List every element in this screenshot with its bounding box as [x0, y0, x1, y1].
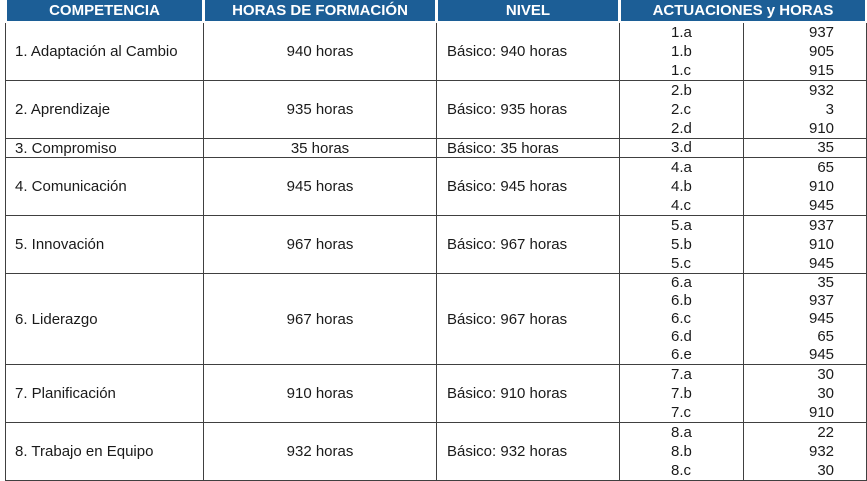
nivel-cell: Básico: 932 horas: [437, 423, 620, 481]
table-row: [6, 423, 867, 481]
actuacion-code: 2.b: [671, 82, 692, 99]
actuacion-hours: 932: [808, 443, 835, 460]
competencia-cell: 7. Planificación: [6, 365, 204, 423]
header-horas-formacion: HORAS DE FORMACIÓN: [204, 0, 437, 22]
horas-cell: 932 horas: [204, 423, 437, 481]
actuacion-code: 7.b: [671, 385, 692, 402]
horas-cell: 910 horas: [204, 365, 437, 423]
actuacion-hours: 945: [808, 346, 835, 363]
actuacion-codes-cell: [620, 365, 744, 423]
competencia-cell: 2. Aprendizaje: [6, 81, 204, 139]
actuacion-hours: 945: [808, 197, 835, 214]
table-row: [6, 22, 867, 81]
actuacion-code: 6.a: [671, 274, 692, 291]
actuacion-hours-cell: [744, 274, 867, 365]
actuacion-codes-cell: [620, 158, 744, 216]
actuacion-code: 5.b: [671, 236, 692, 253]
horas-cell: 935 horas: [204, 81, 437, 139]
competencia-cell: 3. Compromiso: [6, 139, 204, 158]
actuacion-code: 1.b: [671, 43, 692, 60]
actuacion-hours-cell: [744, 423, 867, 481]
header-actuaciones: ACTUACIONES y HORAS: [620, 0, 867, 22]
actuacion-hours: 910: [808, 120, 835, 137]
actuacion-codes-cell: [620, 423, 744, 481]
actuacion-code: 7.c: [671, 404, 692, 421]
actuacion-hours: 22: [817, 424, 835, 441]
competencia-cell: 8. Trabajo en Equipo: [6, 423, 204, 481]
actuacion-hours: 30: [817, 385, 835, 402]
actuacion-codes-cell: [620, 139, 744, 158]
actuacion-hours: 30: [817, 462, 835, 479]
actuacion-code: 3.d: [671, 139, 692, 156]
actuacion-hours: 30: [817, 366, 835, 383]
actuacion-hours-cell: [744, 158, 867, 216]
horas-cell: 967 horas: [204, 274, 437, 365]
actuacion-hours: 937: [808, 24, 835, 41]
horas-cell: 945 horas: [204, 158, 437, 216]
nivel-cell: Básico: 967 horas: [437, 216, 620, 274]
actuacion-hours: 945: [808, 255, 835, 272]
actuacion-code: 7.a: [671, 366, 692, 383]
table-row: [6, 158, 867, 216]
actuacion-code: 6.e: [671, 346, 692, 363]
actuacion-code: 8.c: [671, 462, 692, 479]
table-header: [6, 0, 867, 22]
nivel-cell: Básico: 967 horas: [437, 274, 620, 365]
actuacion-code: 2.d: [671, 120, 692, 137]
actuacion-hours: 945: [808, 310, 835, 327]
table-row: [6, 365, 867, 423]
table-row: [6, 139, 867, 158]
actuacion-hours: 910: [808, 236, 835, 253]
actuacion-hours: 910: [808, 404, 835, 421]
actuacion-hours-cell: [744, 22, 867, 81]
table-row: [6, 81, 867, 139]
competencies-table: [4, 0, 867, 481]
header-competencia: COMPETENCIA: [6, 0, 204, 22]
actuacion-hours: 937: [808, 292, 835, 309]
actuacion-code: 6.d: [671, 328, 692, 345]
table-row: [6, 216, 867, 274]
horas-cell: 35 horas: [204, 139, 437, 158]
nivel-cell: Básico: 910 horas: [437, 365, 620, 423]
nivel-cell: Básico: 35 horas: [437, 139, 620, 158]
actuacion-code: 2.c: [671, 101, 692, 118]
actuacion-code: 8.b: [671, 443, 692, 460]
table-body: [6, 22, 867, 481]
actuacion-hours: 932: [808, 82, 835, 99]
actuacion-hours: 35: [817, 274, 835, 291]
actuacion-hours: 65: [817, 159, 835, 176]
actuacion-code: 6.c: [671, 310, 692, 327]
competencia-cell: 4. Comunicación: [6, 158, 204, 216]
nivel-cell: Básico: 945 horas: [437, 158, 620, 216]
actuacion-hours: 910: [808, 178, 835, 195]
nivel-cell: Básico: 940 horas: [437, 22, 620, 81]
actuacion-code: 4.b: [671, 178, 692, 195]
actuacion-codes-cell: [620, 216, 744, 274]
actuacion-code: 5.a: [671, 217, 692, 234]
actuacion-hours: 905: [808, 43, 835, 60]
actuacion-hours-cell: [744, 216, 867, 274]
actuacion-hours: 915: [808, 62, 835, 79]
header-nivel: NIVEL: [437, 0, 620, 22]
actuacion-code: 1.a: [671, 24, 692, 41]
competencia-cell: 5. Innovación: [6, 216, 204, 274]
actuacion-code: 4.c: [671, 197, 692, 214]
nivel-cell: Básico: 935 horas: [437, 81, 620, 139]
competencia-cell: 1. Adaptación al Cambio: [6, 22, 204, 81]
horas-cell: 940 horas: [204, 22, 437, 81]
actuacion-code: 4.a: [671, 159, 692, 176]
actuacion-code: 1.c: [671, 62, 692, 79]
actuacion-hours: 937: [808, 217, 835, 234]
actuacion-hours: 35: [817, 139, 835, 156]
competencia-cell: 6. Liderazgo: [6, 274, 204, 365]
actuacion-codes-cell: [620, 81, 744, 139]
actuacion-code: 8.a: [671, 424, 692, 441]
actuacion-hours: 3: [825, 101, 835, 118]
horas-cell: 967 horas: [204, 216, 437, 274]
table-row: [6, 274, 867, 365]
actuacion-code: 6.b: [671, 292, 692, 309]
actuacion-hours: 65: [817, 328, 835, 345]
actuacion-codes-cell: [620, 22, 744, 81]
actuacion-hours-cell: [744, 365, 867, 423]
actuacion-hours-cell: [744, 139, 867, 158]
actuacion-hours-cell: [744, 81, 867, 139]
actuacion-codes-cell: [620, 274, 744, 365]
actuacion-code: 5.c: [671, 255, 692, 272]
